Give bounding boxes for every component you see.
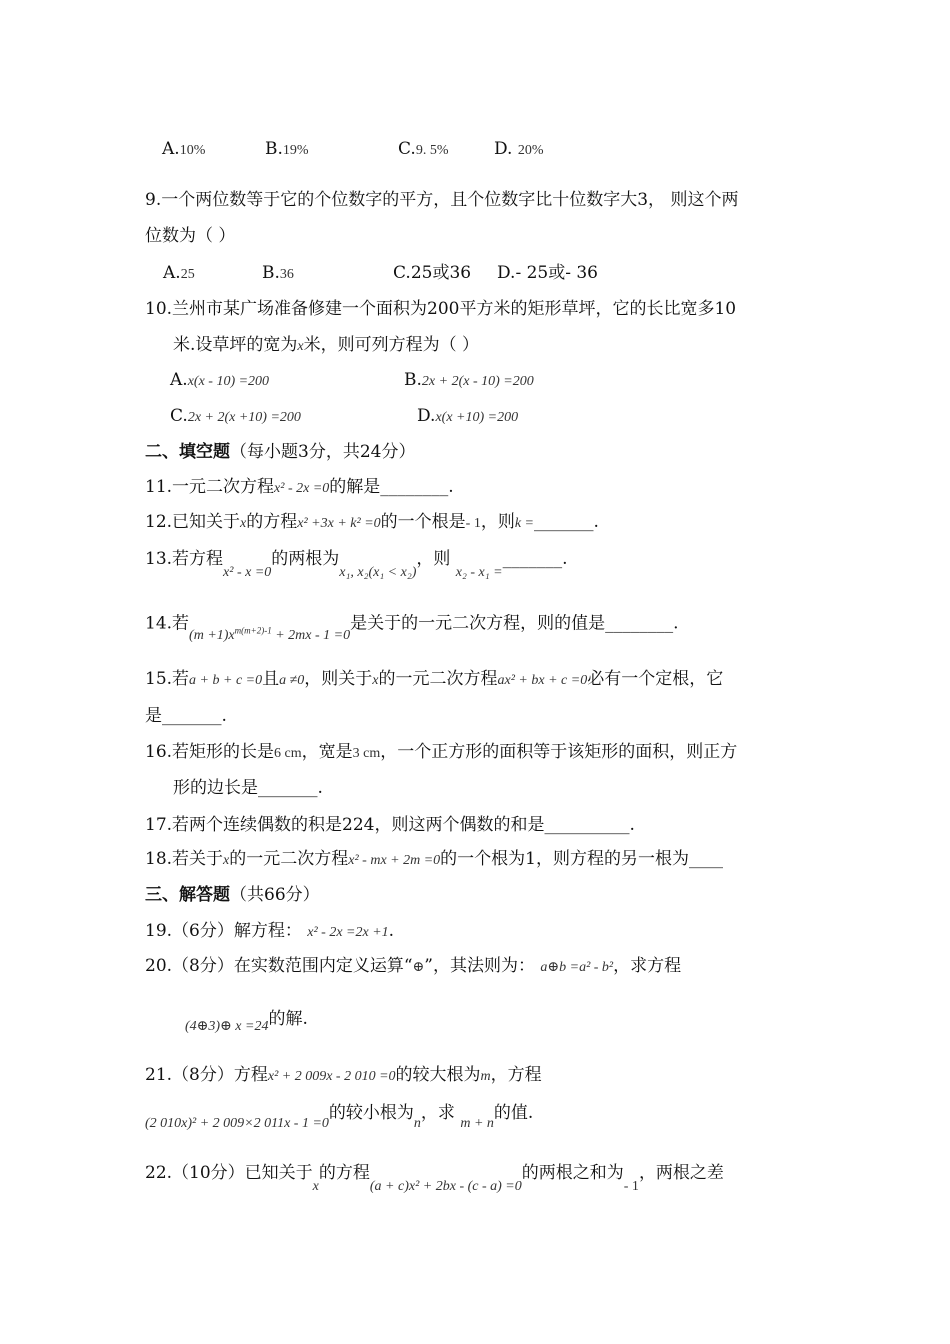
q11: 11.一元二次方程x² - 2x =0的解是________.	[145, 477, 454, 497]
q13: 13.若方程$_{x^2 - x =0}$的两根为$_{x_1, x_2(x_1 < x_2)}$，则 $_{x_2 - x_1 =}$_______.	[145, 549, 568, 580]
q8-option-b: B.19%	[265, 139, 309, 159]
q15-line2: 是_______.	[145, 706, 227, 726]
q9-option-a: A.25	[163, 263, 195, 283]
q16-line1: 16.若矩形的长是6 cm，宽是3 cm，一个正方形的面积等于该矩形的面积，则正方	[145, 742, 738, 762]
q21-line1: 21.（8分）方程x² + 2 009x - 2 010 =0的较大根为m，方程	[145, 1065, 542, 1085]
q14: 14.若$_{(m +1)x^{m(m+2)-1} + 2mx - 1 =0}$是关于的一元二次方程，则的值是________.	[145, 613, 679, 643]
q20-line2: $_{(4\oplus 3)\oplus x =24}$的解.	[185, 1009, 308, 1034]
section3-heading: 三、解答题（共66分）	[145, 885, 320, 905]
q8-option-a: A.10%	[162, 139, 206, 159]
q10-option-d: D.x(x +10) =200	[417, 406, 519, 426]
q10-line2: 米.设草坪的宽为x米，则可列方程为（ ）	[173, 335, 480, 355]
q21-line2: $_{(2 010x)^2 + 2 009\times 2 011x - 1 =0}$的较小根为$_n$，求 $_{m + n}$的值.	[145, 1103, 534, 1131]
q10-option-a: A.x(x - 10) =200	[170, 370, 270, 390]
q9-option-b: B.36	[262, 263, 294, 283]
q9-option-c: C.25或36	[393, 263, 472, 283]
q9-line2: 位数为（ ）	[145, 226, 236, 246]
q12: 12.已知关于x的方程x² +3x + k² =0的一个根是- 1，则k =_______.	[145, 512, 599, 532]
q8-option-c: C.9. 5%	[398, 139, 449, 159]
q9-option-d: D.- 25或- 36	[497, 263, 598, 283]
q15-line1: 15.若a + b + c =0且a ≠0，则关于x的一元二次方程ax² + bx + c =0必有一个定根，它	[145, 669, 724, 689]
q10-line1: 10.兰州市某广场准备修建一个面积为200平方米的矩形草坪，它的长比宽多10	[145, 299, 737, 319]
q17: 17.若两个连续偶数的积是224，则这两个偶数的和是__________.	[145, 815, 635, 835]
q10-option-c: C.2x + 2(x +10) =200	[170, 406, 301, 426]
q8-option-d: D. 20%	[494, 139, 544, 159]
q20-line1: 20.（8分）在实数范围内定义运算“⊕”，其法则为： a⊕b =a² - b²，求方程	[145, 956, 682, 976]
q16-line2: 形的边长是_______.	[173, 778, 323, 798]
q10-option-b: B.2x + 2(x - 10) =200	[404, 370, 534, 390]
q19: 19.（6分）解方程： x² - 2x =2x +1.	[145, 921, 395, 941]
section2-heading: 二、填空题（每小题3分，共24分）	[145, 442, 416, 462]
q9-line1: 9.一个两位数等于它的个位数字的平方，且个位数字比十位数字大3， 则这个两	[145, 190, 739, 210]
q22: 22.（10分）已知关于$_x$的方程$_{(a + c)x^2 + 2bx - (c - a) =0}$的两根之和为$_{- 1}$，两根之差	[145, 1163, 724, 1194]
q18: 18.若关于x的一元二次方程x² - mx + 2m =0的一个根为1，则方程的另一根为____	[145, 849, 723, 869]
